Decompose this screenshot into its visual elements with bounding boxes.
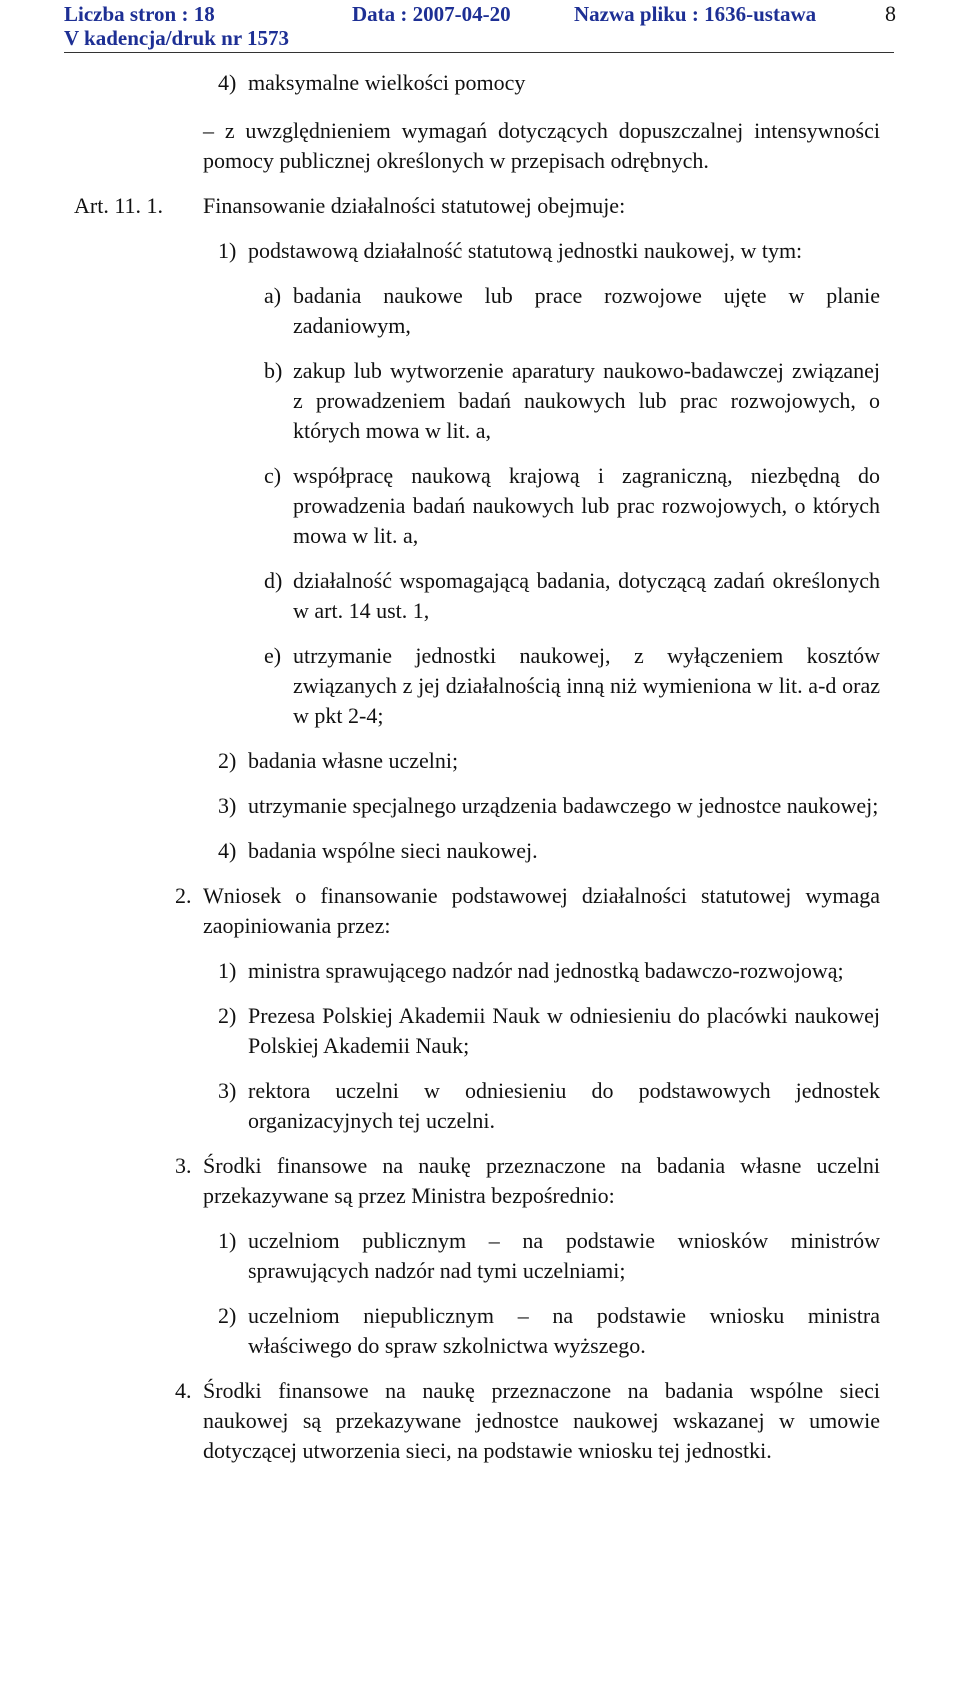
- article-intro-text: Finansowanie działalności statutowej obejmuje:: [203, 193, 626, 218]
- subitem-letter: c): [264, 463, 282, 488]
- article-item-3: [0, 791, 880, 821]
- item-text: uczelniom niepublicznym – na podstawie wniosku ministra właściwego do spraw szkolnictwa wyższego.: [248, 1303, 880, 1358]
- section-number: 4.: [175, 1378, 192, 1403]
- item-number: 3): [218, 793, 237, 818]
- section-2-item-1: [0, 956, 880, 986]
- continuation-dash-text: – z uwzględnieniem wymagań dotyczących dopuszczalnej intensywności pomocy publicznej określonych w przepisach odrębnych.: [203, 118, 880, 173]
- subitem-b: [0, 356, 880, 446]
- item-text: badania własne uczelni;: [248, 748, 459, 773]
- section-text: Środki finansowe na naukę przeznaczone na badania wspólne sieci naukowej są przekazywane jednostce naukowej wskazanej w umowie dotyczącej utworzenia sieci, na podstawie wniosku tej jednostki.: [203, 1378, 880, 1463]
- article-item-1: [0, 236, 880, 266]
- header-divider: [64, 52, 894, 53]
- subitem-text: utrzymanie jednostki naukowej, z wyłączeniem kosztów związanych z jej działalnością inną niż wymieniona w lit. a-d oraz w pkt 2-4;: [293, 643, 880, 728]
- item-text: badania wspólne sieci naukowej.: [248, 838, 538, 863]
- section-number: 3.: [175, 1153, 192, 1178]
- header-row: [64, 2, 896, 26]
- item-text: rektora uczelni w odniesieniu do podstawowych jednostek organizacyjnych tej uczelni.: [248, 1078, 880, 1133]
- subitem-letter: e): [264, 643, 282, 668]
- article-item-4: [0, 836, 880, 866]
- subitem-letter: a): [264, 283, 282, 308]
- subitem-letter: d): [264, 568, 283, 593]
- page-count: Liczba stron : 18: [64, 2, 215, 26]
- document-header: [64, 2, 896, 50]
- item-number: 1): [218, 238, 237, 263]
- document-body: [0, 68, 960, 1466]
- item-text: utrzymanie specjalnego urządzenia badawczego w jednostce naukowej;: [248, 793, 879, 818]
- subitem-e: [0, 641, 880, 731]
- article-label: Art. 11. 1.: [74, 193, 164, 218]
- section-text: Wniosek o finansowanie podstawowej działalności statutowej wymaga zaopiniowania przez:: [203, 883, 880, 938]
- item-number: 1): [218, 1228, 237, 1253]
- subitem-letter: b): [264, 358, 283, 383]
- section-3: [0, 1151, 880, 1211]
- item-number: 2): [218, 748, 237, 773]
- item-number: 4): [218, 70, 237, 95]
- subitem-a: [0, 281, 880, 341]
- section-text: Środki finansowe na naukę przeznaczone na badania własne uczelni przekazywane są przez Ministra bezpośrednio:: [203, 1153, 880, 1208]
- item-text: uczelniom publicznym – na podstawie wniosków ministrów sprawujących nadzór nad tymi uczelniami;: [248, 1228, 880, 1283]
- section-2-item-2: [0, 1001, 880, 1061]
- section-2: [0, 881, 880, 941]
- section-4: [0, 1376, 880, 1466]
- section-2-item-3: [0, 1076, 880, 1136]
- subitem-text: zakup lub wytworzenie aparatury naukowo-badawczej związanej z prowadzeniem badań naukowych lub prac rozwojowych, o których mowa w lit. a,: [293, 358, 880, 443]
- item-text: podstawową działalność statutową jednostki naukowej, w tym:: [248, 238, 803, 263]
- item-text: maksymalne wielkości pomocy: [248, 70, 526, 95]
- subitem-text: badania naukowe lub prace rozwojowe ujęte w planie zadaniowym,: [293, 283, 880, 338]
- document-date: Data : 2007-04-20: [352, 2, 511, 26]
- edition-info: V kadencja/druk nr 1573: [64, 26, 290, 50]
- item-text: Prezesa Polskiej Akademii Nauk w odniesieniu do placówki naukowej Polskiej Akademii Nauk;: [248, 1003, 880, 1058]
- article-item-2: [0, 746, 880, 776]
- subitem-d: [0, 566, 880, 626]
- item-number: 2): [218, 1003, 237, 1028]
- section-number: 2.: [175, 883, 192, 908]
- subitem-text: działalność wspomagającą badania, dotyczącą zadań określonych w art. 14 ust. 1,: [293, 568, 880, 623]
- section-3-item-2: [0, 1301, 880, 1361]
- item-number: 3): [218, 1078, 237, 1103]
- item-text: ministra sprawującego nadzór nad jednostką badawczo-rozwojową;: [248, 958, 844, 983]
- item-number: 1): [218, 958, 237, 983]
- continuation-item-4: [0, 68, 880, 98]
- section-3-item-1: [0, 1226, 880, 1286]
- item-number: 2): [218, 1303, 237, 1328]
- subitem-text: współpracę naukową krajową i zagraniczną, niezbędną do prowadzenia badań naukowych lub prac rozwojowych, o których mowa w lit. a,: [293, 463, 880, 548]
- subitem-c: [0, 461, 880, 551]
- file-name: Nazwa pliku : 1636-ustawa: [574, 2, 817, 26]
- page-number: 8: [885, 1, 896, 26]
- article-11-intro: [0, 191, 880, 221]
- item-number: 4): [218, 838, 237, 863]
